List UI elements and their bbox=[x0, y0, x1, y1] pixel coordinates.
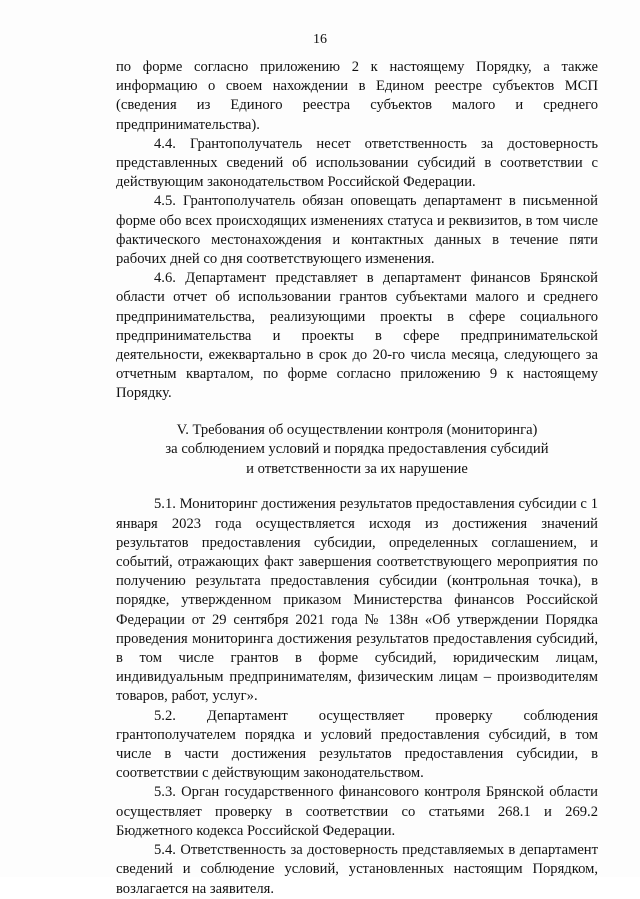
section-heading-line-3: и ответственности за их нарушение bbox=[246, 460, 468, 477]
paragraph-5-2: 5.2. Департамент осуществляет проверку соблюдения грантополучателем порядка и условий предоставления субсидий, в том числе в части достижения результатов предоставления субсидии, в соответствии с действующим законодательством. bbox=[116, 707, 598, 782]
paragraph-5-1: 5.1. Мониторинг достижения результатов предоставления субсидии с 1 января 2023 года осуществляется исходя из достижения значений результатов предоставления субсидии, определенных соглашением, и событий, отражающих факт завершения соответствующего мероприятия по получению результата предоставления субсидии (контрольная точка), в порядке, утвержденном приказом Министерства финансов Российской Федерации от 29 сентября 2021 года № 138н «Об утверждении Порядка проведения мониторинга достижения результатов предоставления субсидий, в том числе грантов в форме субсидий, юридическим лицам, индивидуальным предпринимателям, физическим лицам – производителям товаров, работ, услуг». bbox=[116, 496, 598, 705]
paragraph-5-4: 5.4. Ответственность за достоверность представляемых в департамент сведений и соблюдение условий, установленных настоящим Порядком, возлагается на заявителя. bbox=[116, 842, 598, 897]
section-heading bbox=[116, 421, 598, 480]
page-number: 16 bbox=[313, 32, 327, 47]
document-body bbox=[116, 58, 598, 899]
paragraph-5-3: 5.3. Орган государственного финансового контроля Брянской области осуществляет проверку в соответствии со статьями 268.1 и 269.2 Бюджетного кодекса Российской Федерации. bbox=[116, 784, 598, 839]
section-heading-line-2: за соблюдением условий и порядка предоставления субсидий bbox=[165, 441, 549, 458]
paragraph-4-5: 4.5. Грантополучатель обязан оповещать департамент в письменной форме обо всех происходящих изменениях статуса и реквизитов, в том числе фактического местонахождения и контактных данных в течение пяти рабочих дней со дня соответствующего изменения. bbox=[116, 193, 598, 268]
paragraph-4-4: 4.4. Грантополучатель несет ответственность за достоверность представленных сведений об использовании субсидий в соответствии с действующим законодательством Российской Федерации. bbox=[116, 135, 598, 191]
paragraph-4-6: 4.6. Департамент представляет в департамент финансов Брянской области отчет об использовании грантов субъектами малого и среднего предпринимательства, реализующими проекты в сфере социального предпринимательства и проекты в сфере предпринимательской деятельности, ежеквартально в срок до 20-го числа месяца, следующего за отчетным кварталом, по форме согласно приложению 9 к настоящему Порядку. bbox=[116, 270, 598, 402]
section-heading-line-1: V. Требования об осуществлении контроля (мониторинга) bbox=[176, 421, 538, 438]
paragraph-4-3-continuation: по форме согласно приложению 2 к настоящему Порядку, а также информацию о своем нахождении в Едином реестре субъектов МСП (сведения из Единого реестра субъектов малого и среднего предпринимательства). bbox=[116, 59, 598, 133]
